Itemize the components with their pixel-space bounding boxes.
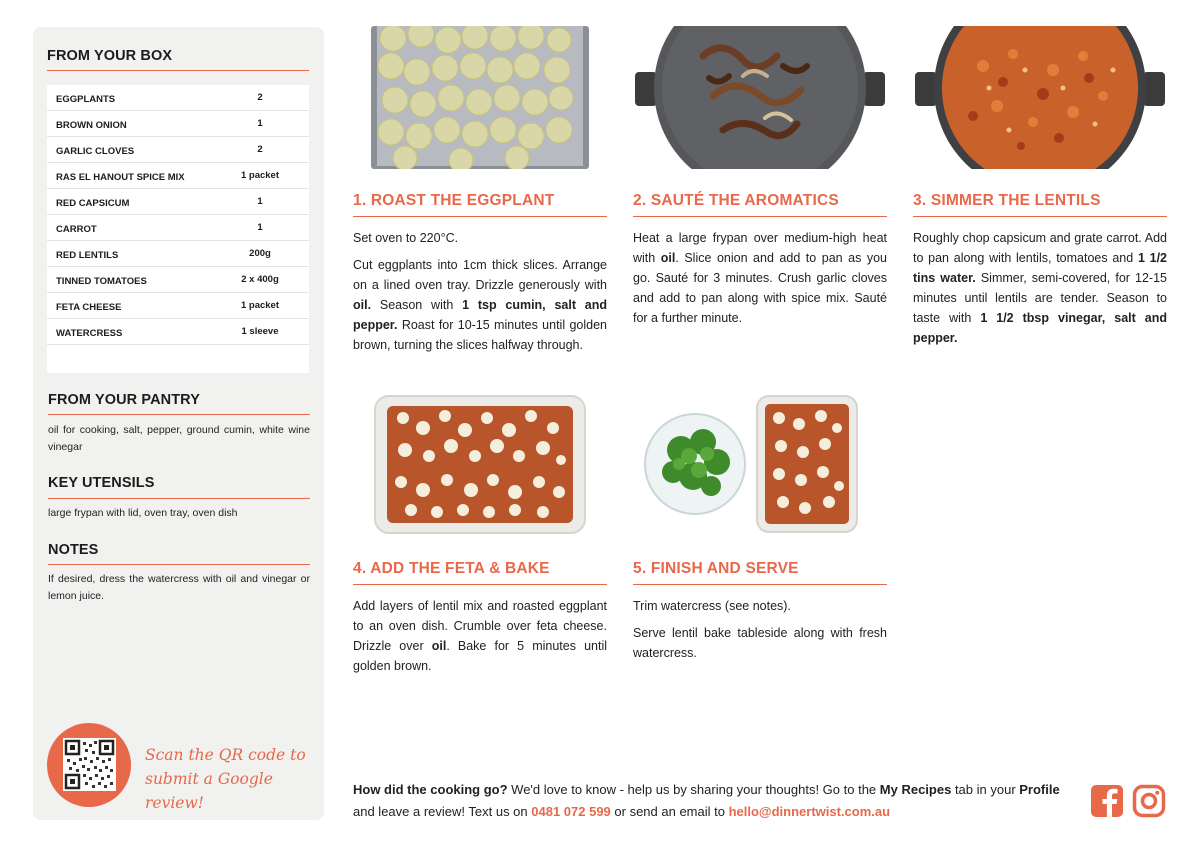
notes-heading: NOTES (48, 542, 99, 558)
footer-text: We'd love to know - help us by sharing your thoughts! Go to the (507, 782, 880, 797)
ingredient-name: TINNED TOMATOES (56, 276, 147, 287)
footer-text: tab in your (951, 782, 1020, 797)
email-link[interactable]: hello@dinnertwist.com.au (728, 804, 891, 819)
ingredient-name: RED CAPSICUM (56, 198, 130, 209)
divider (47, 70, 309, 71)
step-text: Heat a large frypan over medium-high heat with oil. Slice onion and add to pan as you go. Sauté for 3 minutes. Crush garlic cloves and add to pan along with spice mix. Sauté for a further minute. (633, 231, 887, 325)
ingredient-qty: 1 packet (240, 300, 280, 311)
ingredient-qty: 200g (249, 248, 271, 259)
divider (48, 564, 310, 565)
footer-text: or send an email to (610, 804, 729, 819)
footer-text: and leave a review! Text us on (353, 804, 532, 819)
divider (913, 216, 1167, 217)
qr-badge (47, 723, 131, 807)
utensils-heading: KEY UTENSILS (48, 475, 155, 491)
step-text: Cut eggplants into 1cm thick slices. Arrange on a lined oven tray. Drizzle generously with oil. Season with 1 tsp cumin, salt and pepper. Roast for 10-15 minutes until golden brown, turning the slices halfway through. (353, 258, 608, 352)
step-3-instructions (913, 228, 1167, 355)
table-row (47, 241, 309, 267)
divider (48, 498, 310, 499)
onion-pan-image (633, 26, 887, 169)
ingredient-table (47, 85, 309, 373)
table-row (47, 267, 309, 293)
table-row (47, 163, 309, 189)
facebook-icon[interactable] (1090, 784, 1124, 818)
ingredient-qty: 1 (257, 118, 263, 129)
table-row (47, 293, 309, 319)
ingredient-name: RAS EL HANOUT SPICE MIX (56, 172, 185, 183)
table-row (47, 189, 309, 215)
ingredient-qty: 2 x 400g (241, 274, 279, 285)
notes-text: If desired, dress the watercress with oil and vinegar or lemon juice. (48, 573, 310, 602)
lentil-pan-image (913, 26, 1167, 169)
ingredient-qty: 1 (257, 196, 263, 207)
step-text: Set oven to 220°C. (353, 231, 459, 245)
footer-lead: How did the cooking go? (353, 782, 508, 797)
step-4-instructions (353, 596, 607, 683)
ingredient-qty: 2 (257, 92, 263, 103)
ingredient-qty: 2 (257, 144, 263, 155)
table-row (47, 215, 309, 241)
table-row (47, 137, 309, 163)
table-row (47, 319, 309, 345)
step-3-title: 3. SIMMER THE LENTILS (913, 192, 1101, 209)
step-1-instructions (353, 228, 607, 362)
divider (353, 584, 607, 585)
ingredient-qty: 1 packet (240, 170, 280, 181)
step-1-title: 1. ROAST THE EGGPLANT (353, 192, 555, 209)
qr-review-prompt (145, 743, 315, 815)
ingredient-name: BROWN ONION (56, 120, 127, 131)
qr-code-icon[interactable] (63, 738, 116, 791)
ingredient-name: WATERCRESS (56, 328, 123, 339)
ingredient-name: GARLIC CLOVES (56, 146, 135, 157)
phone-link[interactable]: 0481 072 599 (531, 804, 611, 819)
step-text: Trim watercress (see notes). (633, 599, 791, 613)
step-4-title: 4. ADD THE FETA & BAKE (353, 560, 550, 577)
ingredient-name: CARROT (56, 224, 97, 235)
serve-image (633, 394, 887, 537)
eggplant-tray-image (353, 26, 607, 169)
step-text: Roughly chop capsicum and grate carrot. Add to pan along with lentils, tomatoes and 1 1/2 tins water. Simmer, semi-covered, for 12-15 minutes until lentils are tender. Season to taste with 1 1/2 tbsp vinegar, salt and pepper. (913, 231, 1167, 345)
step-5-instructions (633, 596, 887, 670)
table-row (47, 111, 309, 137)
qr-cta-line: Scan the QR code to (145, 746, 306, 764)
divider (48, 414, 310, 415)
pantry-heading: FROM YOUR PANTRY (48, 392, 200, 408)
my-recipes-link[interactable]: My Recipes (879, 782, 952, 797)
ingredient-name: FETA CHEESE (56, 302, 122, 313)
ingredient-name: EGGPLANTS (56, 94, 116, 105)
review-footer (353, 779, 1073, 823)
utensils-text: large frypan with lid, oven tray, oven dish (48, 507, 238, 519)
ingredient-qty: 1 sleeve (241, 326, 279, 337)
divider (633, 216, 887, 217)
sidebar (33, 27, 324, 820)
step-2-title: 2. SAUTÉ THE AROMATICS (633, 192, 839, 209)
step-text: Add layers of lentil mix and roasted eggplant to an oven dish. Crumble over feta cheese. Drizzle over oil. Bake for 5 minutes until golden brown. (353, 599, 607, 673)
ingredient-qty: 1 (257, 222, 263, 233)
step-text: Serve lentil bake tableside along with fresh watercress. (633, 626, 887, 660)
divider (633, 584, 887, 585)
profile-link[interactable]: Profile (1019, 782, 1060, 797)
feta-bake-image (353, 394, 607, 537)
step-2-instructions (633, 228, 887, 335)
ingredient-name: RED LENTILS (56, 250, 119, 261)
instagram-icon[interactable] (1132, 784, 1166, 818)
qr-cta-line: submit a Google review! (145, 770, 273, 812)
table-row (47, 85, 309, 111)
divider (353, 216, 607, 217)
step-5-title: 5. FINISH AND SERVE (633, 560, 799, 577)
box-heading: FROM YOUR BOX (47, 48, 173, 64)
pantry-text: oil for cooking, salt, pepper, ground cumin, white wine vinegar (48, 424, 310, 453)
